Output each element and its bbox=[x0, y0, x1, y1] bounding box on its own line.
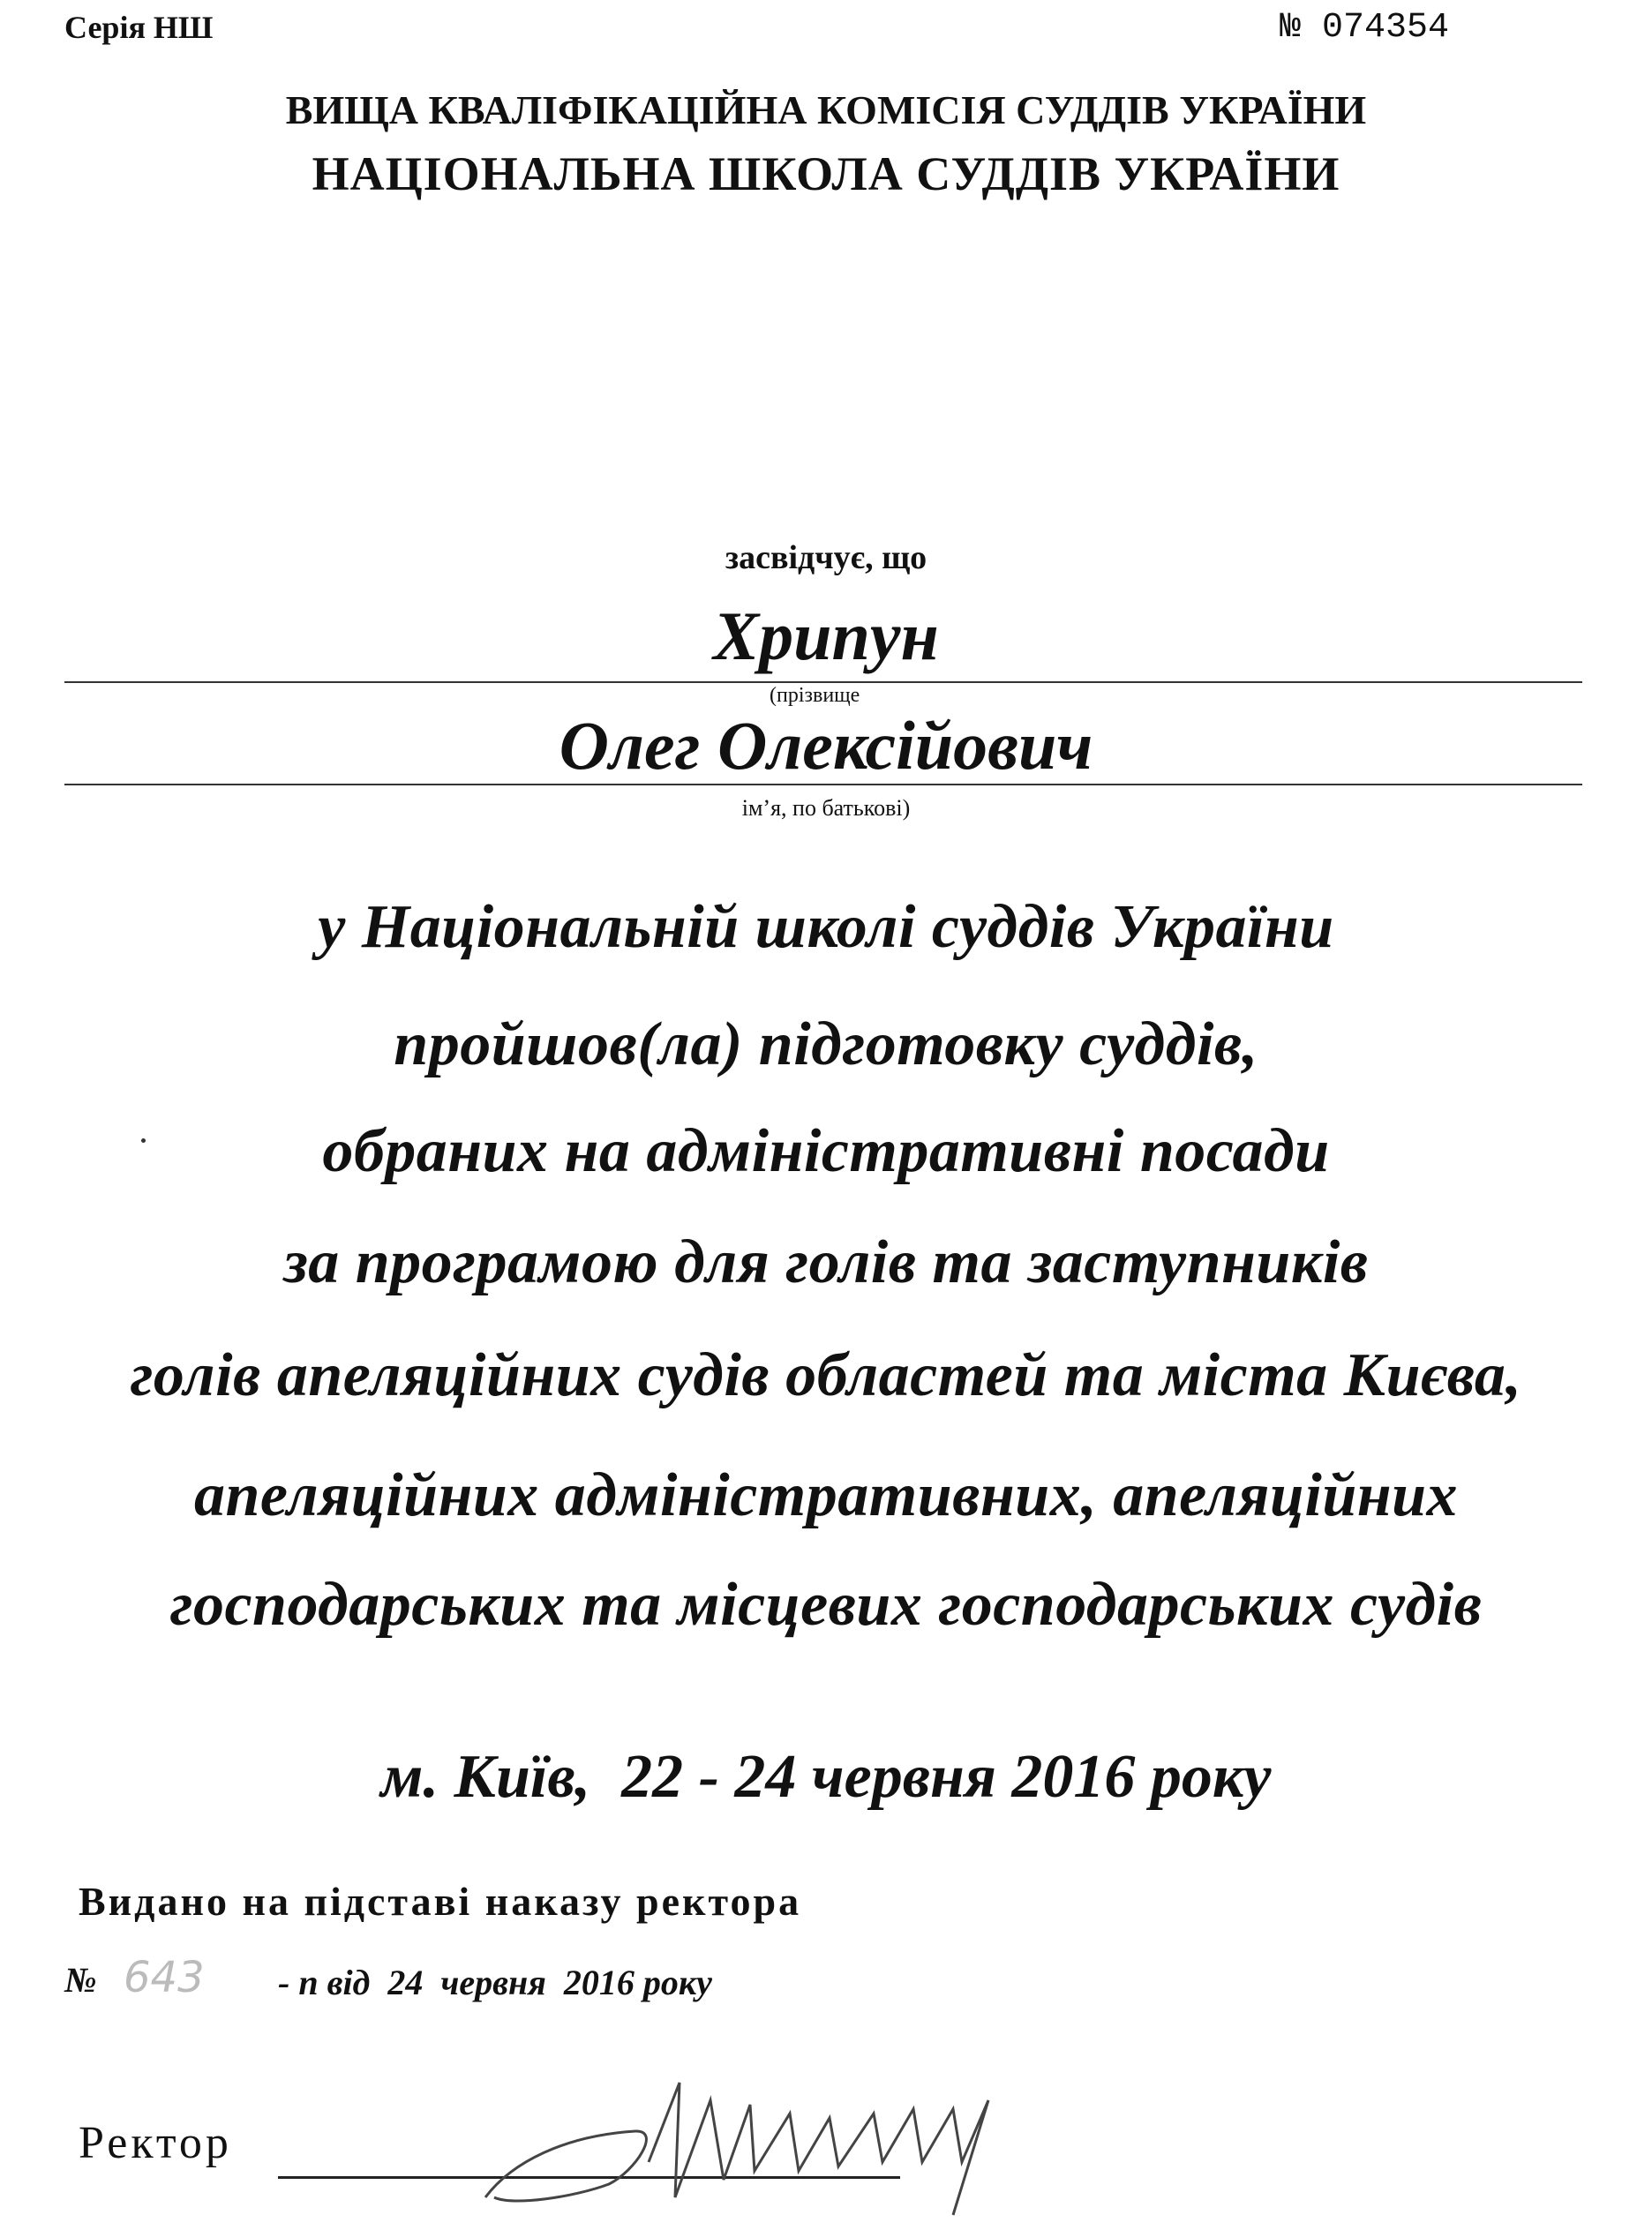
issued-basis: Видано на підставі наказу ректора bbox=[79, 1879, 802, 1924]
surname: Хрипун bbox=[713, 597, 939, 674]
given-names-line bbox=[64, 784, 1582, 785]
body-line: у Національній школі суддів України bbox=[318, 893, 1334, 961]
speck bbox=[141, 1138, 146, 1143]
body-line: господарських та місцевих господарських судів bbox=[169, 1571, 1483, 1639]
body-line: голів апеляційних судів областей та міста Києва, bbox=[130, 1341, 1522, 1409]
given-names: Олег Олексійович bbox=[559, 707, 1093, 784]
school-title: НАЦІОНАЛЬНА ШКОЛА СУДДІВ УКРАЇНИ bbox=[312, 147, 1340, 200]
place-date: м. Київ, 22 - 24 червня 2016 року bbox=[380, 1743, 1272, 1811]
surname-caption: (прізвище bbox=[770, 684, 860, 707]
order-number-handwritten: 643 bbox=[124, 1953, 205, 2002]
rector-signature bbox=[459, 2065, 1218, 2224]
body-line: апеляційних адміністративних, апеляційних bbox=[193, 1461, 1459, 1529]
order-date: - п від 24 червня 2016 року bbox=[278, 1963, 712, 2002]
series-label: Серія НШ bbox=[64, 10, 214, 45]
certifies-text: засвідчує, що bbox=[725, 539, 927, 576]
body-line: пройшов(ла) підготовку суддів, bbox=[394, 1010, 1258, 1078]
commission-title: ВИЩА КВАЛІФІКАЦІЙНА КОМІСІЯ СУДДІВ УКРАЇНИ bbox=[285, 87, 1367, 132]
certificate-number: № 074354 bbox=[1280, 8, 1450, 48]
body-line: обраних на адміністративні посади bbox=[322, 1117, 1330, 1185]
surname-line bbox=[64, 681, 1582, 683]
given-names-caption: ім’я, по батькові) bbox=[741, 795, 911, 821]
order-prefix: № bbox=[64, 1960, 97, 2000]
rector-label: Ректор bbox=[79, 2118, 232, 2168]
body-line: за програмою для голів та заступників bbox=[283, 1228, 1369, 1296]
